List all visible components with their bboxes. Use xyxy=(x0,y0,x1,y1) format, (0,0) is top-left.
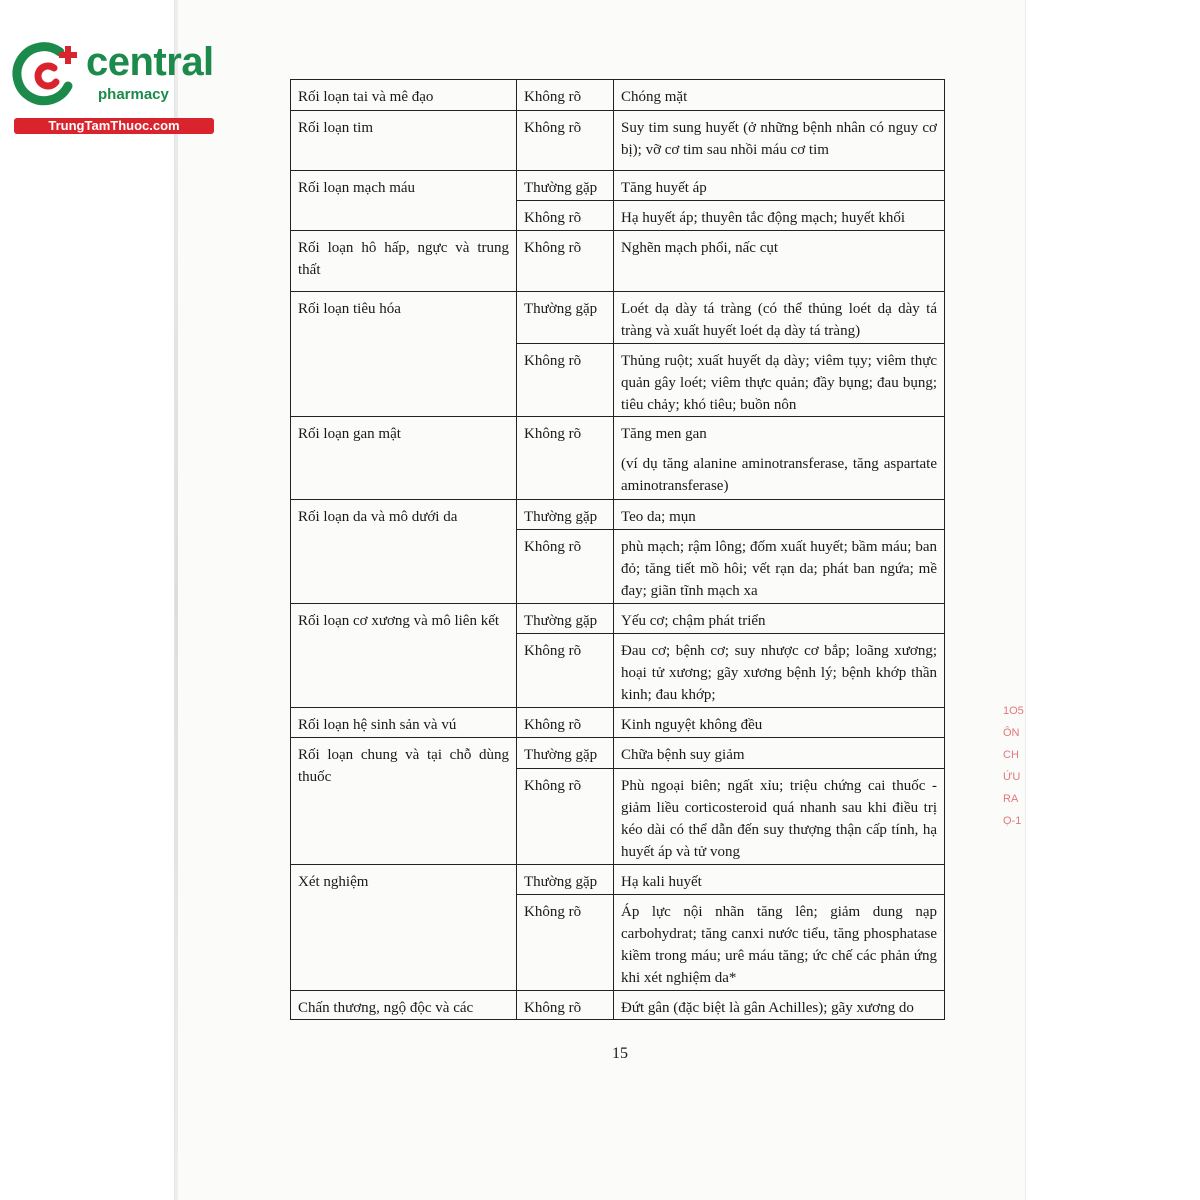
effects-cell: Hạ huyết áp; thuyên tắc động mạch; huyết khối xyxy=(614,201,945,231)
frequency-cell: Không rõ xyxy=(517,344,614,417)
effects-cell: Đau cơ; bệnh cơ; suy nhược cơ bắp; loãng xương; hoại tử xương; gãy xương bệnh lý; bệnh khớp thần kinh; đau khớp; xyxy=(614,634,945,708)
table-row xyxy=(291,292,945,344)
scan-edge xyxy=(175,0,178,1200)
frequency-cell: Không rõ xyxy=(517,80,614,111)
table-row xyxy=(291,80,945,111)
effects-cell: Áp lực nội nhãn tăng lên; giảm dung nạp carbohydrat; tăng canxi nước tiểu, tăng phosphatase kiềm trong máu; urê máu tăng; ức chế các phản ứng khi xét nghiệm da* xyxy=(614,895,945,991)
organ-class-cell: Rối loạn tim xyxy=(291,111,517,171)
organ-class-cell: Rối loạn hô hấp, ngực và trung thất xyxy=(291,231,517,292)
effects-cell: Teo da; mụn xyxy=(614,500,945,530)
logo-subtitle: pharmacy xyxy=(98,86,169,103)
organ-class-cell: Xét nghiệm xyxy=(291,865,517,991)
effects-main: Tăng men gan xyxy=(621,426,707,442)
organ-class-cell: Rối loạn tiêu hóa xyxy=(291,292,517,417)
table-row xyxy=(291,500,945,530)
organ-class-cell: Rối loạn mạch máu xyxy=(291,171,517,231)
frequency-cell: Không rõ xyxy=(517,991,614,1020)
frequency-cell: Thường gặp xyxy=(517,738,614,769)
frequency-cell: Không rõ xyxy=(517,417,614,500)
stamp-text: RA xyxy=(1003,793,1019,805)
effects-cell xyxy=(614,417,945,500)
frequency-cell: Không rõ xyxy=(517,634,614,708)
effects-cell: Chữa bệnh suy giảm xyxy=(614,738,945,769)
frequency-cell: Không rõ xyxy=(517,530,614,604)
stamp-text: ÔN xyxy=(1003,727,1020,739)
stamp-text: Ọ-1 xyxy=(1003,815,1022,827)
frequency-cell: Không rõ xyxy=(517,111,614,171)
effects-cell: Chóng mặt xyxy=(614,80,945,111)
table-row xyxy=(291,708,945,738)
effects-note: (ví dụ tăng alanine aminotransferase, tăng aspartate aminotransferase) xyxy=(621,456,937,494)
organ-class-cell: Rối loạn hệ sinh sản và vú xyxy=(291,708,517,738)
brand-logo[interactable] xyxy=(10,38,215,138)
stamp-text: CH xyxy=(1003,749,1019,761)
stamp-text: 1O5 xyxy=(1003,705,1024,717)
organ-class-cell: Rối loạn cơ xương và mô liên kết xyxy=(291,604,517,708)
effects-cell: Yếu cơ; chậm phát triển xyxy=(614,604,945,634)
effects-cell: Suy tim sung huyết (ở những bệnh nhân có nguy cơ bị); vỡ cơ tim sau nhồi máu cơ tim xyxy=(614,111,945,171)
organ-class-cell: Chấn thương, ngộ độc và các xyxy=(291,991,517,1020)
organ-class-cell: Rối loạn da và mô dưới da xyxy=(291,500,517,604)
table-row xyxy=(291,171,945,201)
effects-cell: phù mạch; rậm lông; đốm xuất huyết; bầm máu; ban đỏ; tăng tiết mồ hôi; vết rạn da; phát ban ngứa; mề đay; giãn tĩnh mạch xa xyxy=(614,530,945,604)
frequency-cell: Thường gặp xyxy=(517,292,614,344)
table-row xyxy=(291,604,945,634)
frequency-cell: Không rõ xyxy=(517,708,614,738)
effects-cell: Thủng ruột; xuất huyết dạ dày; viêm tụy; viêm thực quản gây loét; viêm thực quản; đầy bụng; đau bụng; tiêu chảy; khó tiêu; buồn nôn xyxy=(614,344,945,417)
page-number: 15 xyxy=(612,1045,628,1062)
effects-cell: Phù ngoại biên; ngất xỉu; triệu chứng cai thuốc - giảm liều corticosteroid quá nhanh sau khi điều trị kéo dài có thể dẫn đến suy thượng thận cấp tính, hạ huyết áp và tử vong xyxy=(614,769,945,865)
effects-cell: Tăng huyết áp xyxy=(614,171,945,201)
frequency-cell: Không rõ xyxy=(517,201,614,231)
frequency-cell: Thường gặp xyxy=(517,171,614,201)
red-stamp-fragment xyxy=(1003,700,1025,850)
table-row xyxy=(291,738,945,769)
table-row xyxy=(291,231,945,292)
effects-cell: Kinh nguyệt không đều xyxy=(614,708,945,738)
stamp-text: ỨU xyxy=(1003,771,1021,783)
table-row xyxy=(291,865,945,895)
frequency-cell: Không rõ xyxy=(517,231,614,292)
organ-class-cell: Rối loạn tai và mê đạo xyxy=(291,80,517,111)
frequency-cell: Thường gặp xyxy=(517,865,614,895)
frequency-cell: Thường gặp xyxy=(517,500,614,530)
table-row xyxy=(291,991,945,1020)
effects-cell: Loét dạ dày tá tràng (có thể thủng loét dạ dày tá tràng và xuất huyết loét dạ dày tá tràng) xyxy=(614,292,945,344)
central-logo-icon xyxy=(10,38,82,110)
adverse-effects-table xyxy=(290,79,945,1020)
organ-class-cell: Rối loạn gan mật xyxy=(291,417,517,500)
logo-brand-name: central xyxy=(86,40,214,84)
table-row xyxy=(291,417,945,500)
effects-cell: Hạ kali huyết xyxy=(614,865,945,895)
effects-cell: Đứt gân (đặc biệt là gân Achilles); gãy xương do xyxy=(614,991,945,1020)
organ-class-cell: Rối loạn chung và tại chỗ dùng thuốc xyxy=(291,738,517,865)
frequency-cell: Không rõ xyxy=(517,895,614,991)
effects-cell: Nghẽn mạch phổi, nấc cụt xyxy=(614,231,945,292)
table-row xyxy=(291,111,945,171)
frequency-cell: Không rõ xyxy=(517,769,614,865)
logo-site-name: TrungTamThuoc.com xyxy=(14,118,214,134)
frequency-cell: Thường gặp xyxy=(517,604,614,634)
